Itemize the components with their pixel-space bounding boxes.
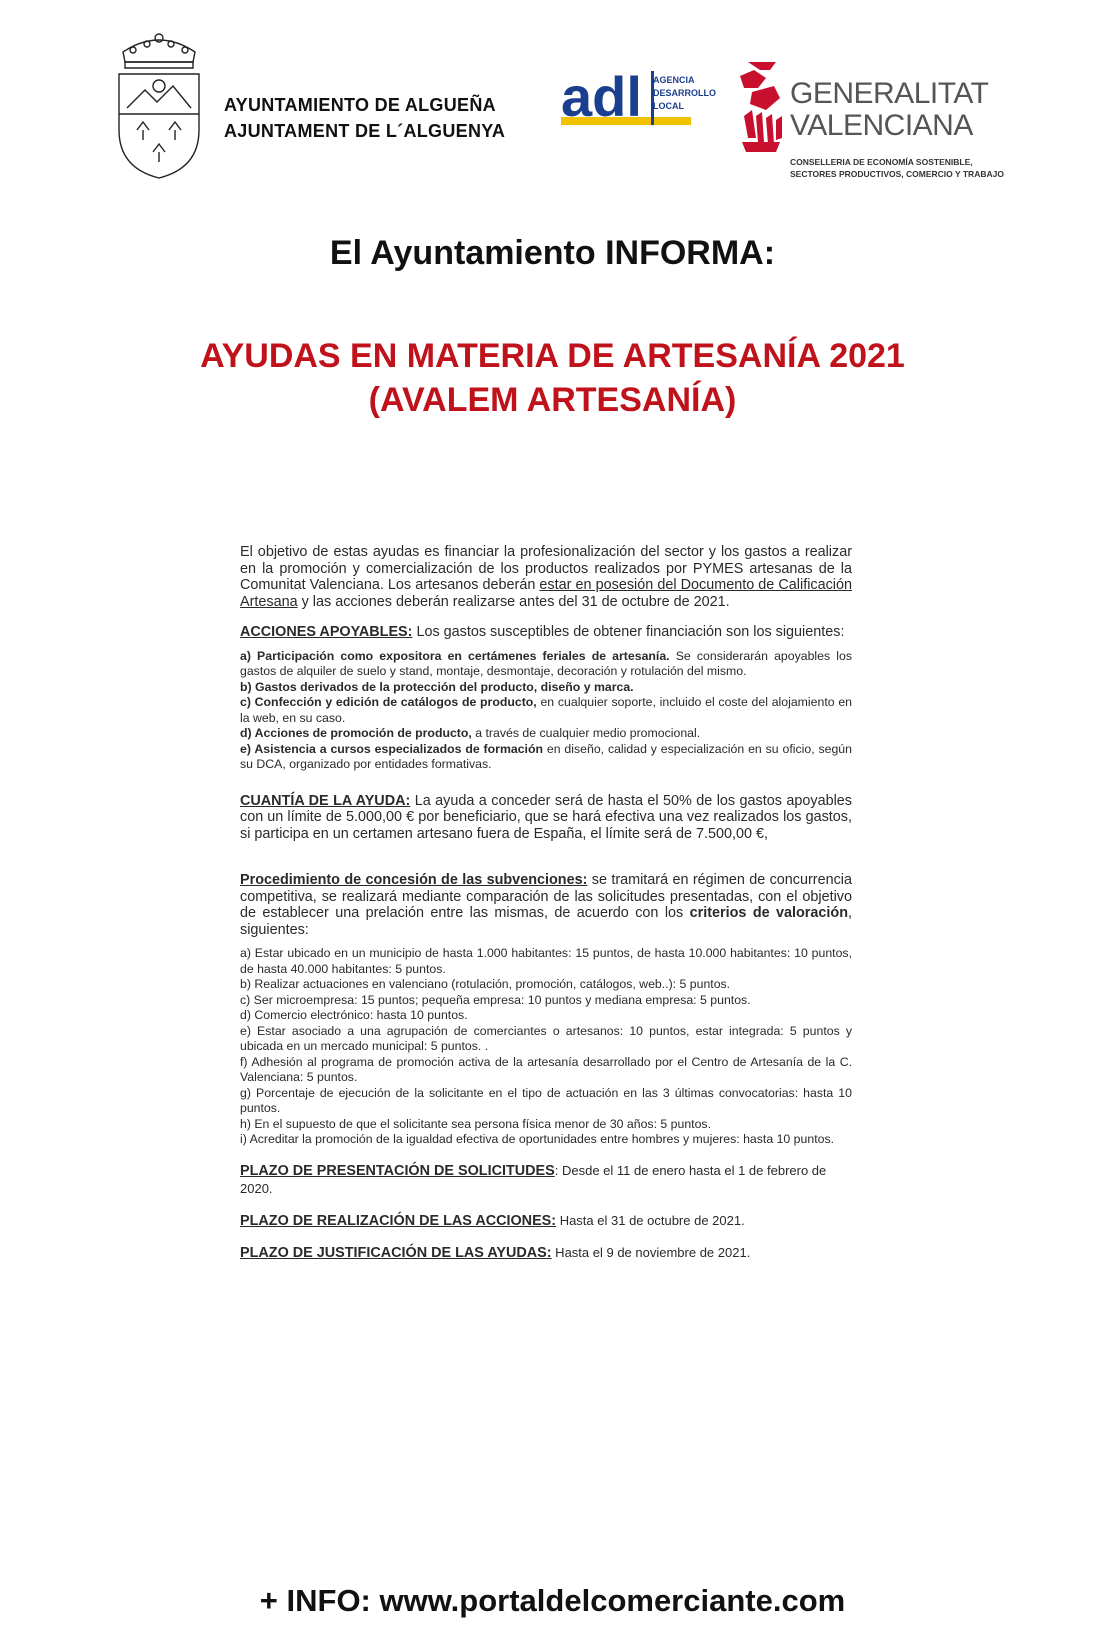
accion-b-title: b) Gastos derivados de la protección del producto, diseño y marca. [240, 679, 634, 694]
criterios-label: criterios de valoración [689, 905, 848, 921]
criterio-f: f) Adhesión al programa de promoción activa de la artesanía desarrollado por el Centro de Artesanía de la C. Valenciana: 5 puntos. [240, 1054, 852, 1084]
header [0, 0, 1105, 200]
accion-d-title: d) Acciones de promoción de producto, [240, 726, 472, 740]
plazo-justificacion-text: Hasta el 9 de noviembre de 2021. [551, 1244, 751, 1260]
generalitat-line-2: VALENCIANA [790, 109, 973, 142]
accion-e-title: e) Asistencia a cursos especializados de formación [240, 741, 543, 756]
main-title-line-1: AYUDAS EN MATERIA DE ARTESANÍA 2021 [200, 337, 905, 375]
adl-logo-text: adl [561, 69, 642, 128]
cuantia-text: La ayuda a conceder será de hasta el 50% de los gastos apoyables con un límite de 5.000,00 € por beneficiario, que se hará efectiva una vez realizados los gastos, si participa en un certamen artesano fuera de España, el límite será de 7.500,00 €, [240, 792, 852, 842]
main-title [0, 334, 1105, 422]
criterio-g: g) Porcentaje de ejecución de la solicitante en el tipo de actuación en las 3 últimas convocatorias: hasta 10 puntos. [240, 1085, 852, 1115]
plazo-presentacion [240, 1162, 852, 1198]
acciones-text: Los gastos susceptibles de obtener financiación son los siguientes: [412, 624, 845, 640]
more-info-footer: + INFO: www.portaldelcomerciante.com [259, 1583, 846, 1618]
accion-a-title: a) Participación como expositora en certámenes feriales de artesanía. [240, 648, 670, 663]
intro-paragraph [240, 544, 852, 610]
criterio-e: e) Estar asociado a una agrupación de comerciantes o artesanos: 10 puntos, estar integrada: 5 puntos y ubicada en un mercado municipal: 5 puntos. . [240, 1023, 852, 1053]
criterio-i: i) Acreditar la promoción de la igualdad efectiva de oportunidades entre hombres y mujeres: hasta 10 puntos. [240, 1132, 835, 1146]
procedimiento-paragraph [240, 872, 852, 938]
municipality-name-va: AJUNTAMENT DE L´ALGUENYA [224, 121, 506, 141]
intro-underlined-text: estar en posesión del Documento de Calificación Artesana [240, 577, 852, 610]
criterio-a: a) Estar ubicado en un municipio de hasta 1.000 habitantes: 15 puntos, de hasta 10.000 habitantes: 10 puntos, de hasta 40.000 habitantes: 5 puntos. [240, 946, 852, 976]
cuantia-heading: CUANTÍA DE LA AYUDA: [240, 792, 411, 809]
accion-c-text: en cualquier soporte, incluido el coste del alojamiento en la web, en su caso. [240, 695, 852, 725]
criterio-h: h) En el supuesto de que el solicitante sea persona física menor de 30 años: 5 puntos. [240, 1116, 711, 1131]
criterio-c: c) Ser microempresa: 15 puntos; pequeña empresa: 10 puntos y mediana empresa: 5 puntos. [240, 992, 751, 1007]
intro-text: El objetivo de estas ayudas es financiar la profesionalización del sector y los gastos a realizar en la promoción y comercialización de los productos realizados por PYMES artesanas de la Comunitat Valenciana. Los artesanos deberán [240, 544, 852, 593]
main-title-line-2: (AVALEM ARTESANÍA) [368, 381, 737, 419]
municipal-coat-of-arms-icon [113, 30, 205, 180]
municipality-name-es: AYUNTAMIENTO DE ALGUEÑA [224, 95, 496, 115]
plazo-realizacion [240, 1212, 852, 1230]
adl-line-2: DESARROLLO [653, 88, 716, 98]
municipality-name [224, 92, 505, 144]
plazo-presentacion-heading: PLAZO DE PRESENTACIÓN DE SOLICITUDES [240, 1162, 555, 1179]
plazo-realizacion-heading: PLAZO DE REALIZACIÓN DE LAS ACCIONES: [240, 1212, 557, 1229]
accion-d [240, 726, 852, 742]
generalitat-line-1: GENERALITAT [790, 77, 989, 110]
plazo-justificacion [240, 1244, 852, 1262]
accion-a-text: Se considerarán apoyables los gastos de alquiler de suelo y stand, montaje, desmontaje, decoración y rotulación del mismo. [240, 648, 852, 678]
accion-b [240, 680, 852, 696]
aid-description-document [240, 544, 852, 1262]
inform-heading: El Ayuntamiento INFORMA: [329, 234, 776, 272]
criterio-d: d) Comercio electrónico: hasta 10 puntos. [240, 1008, 468, 1022]
accion-c [240, 695, 852, 726]
acciones-heading: ACCIONES APOYABLES: [240, 624, 413, 640]
accion-a [240, 649, 852, 680]
procedimiento-heading: Procedimiento de concesión de las subvenciones: [240, 872, 588, 888]
acciones-paragraph [240, 624, 852, 641]
procedimiento-text: se tramitará en régimen de concurrencia competitiva, se realizará mediante comparación de las solicitudes presentadas, con el objetivo de establecer una prelación entre las mismas, de acuerdo con los [240, 872, 852, 921]
adl-line-3: LOCAL [653, 101, 684, 111]
adl-line-1: AGENCIA [653, 75, 695, 85]
accion-d-text: a través de cualquier medio promocional. [471, 726, 701, 740]
accion-e-text: en diseño, calidad y especialización en su oficio, según su DCA, organizado por entidades formativas. [240, 741, 852, 771]
intro-text-end: y las acciones deberán realizarse antes del 31 de octubre de 2021. [297, 593, 730, 610]
conselleria-line-2: SECTORES PRODUCTIVOS, COMERCIO Y TRABAJO [790, 169, 1004, 179]
cuantia-paragraph [240, 793, 852, 843]
adl-agency-name [653, 74, 716, 113]
generalitat-name [790, 78, 988, 142]
criterio-b: b) Realizar actuaciones en valenciano (rotulación, promoción, catálogos, web..): 5 puntos. [240, 977, 731, 991]
conselleria-line-1: CONSELLERIA DE ECONOMÍA SOSTENIBLE, [790, 157, 973, 167]
plazo-justificacion-heading: PLAZO DE JUSTIFICACIÓN DE LAS AYUDAS: [240, 1244, 552, 1261]
plazo-realizacion-text: Hasta el 31 de octubre de 2021. [556, 1212, 745, 1228]
conselleria-name [790, 156, 1004, 180]
accion-c-title: c) Confección y edición de catálogos de producto, [240, 695, 537, 709]
accion-e [240, 742, 852, 773]
procedimiento-text-end: , siguientes: [240, 905, 852, 938]
plazo-presentacion-text: : Desde el 11 de enero hasta el 1 de febrero de 2020. [240, 1162, 827, 1196]
